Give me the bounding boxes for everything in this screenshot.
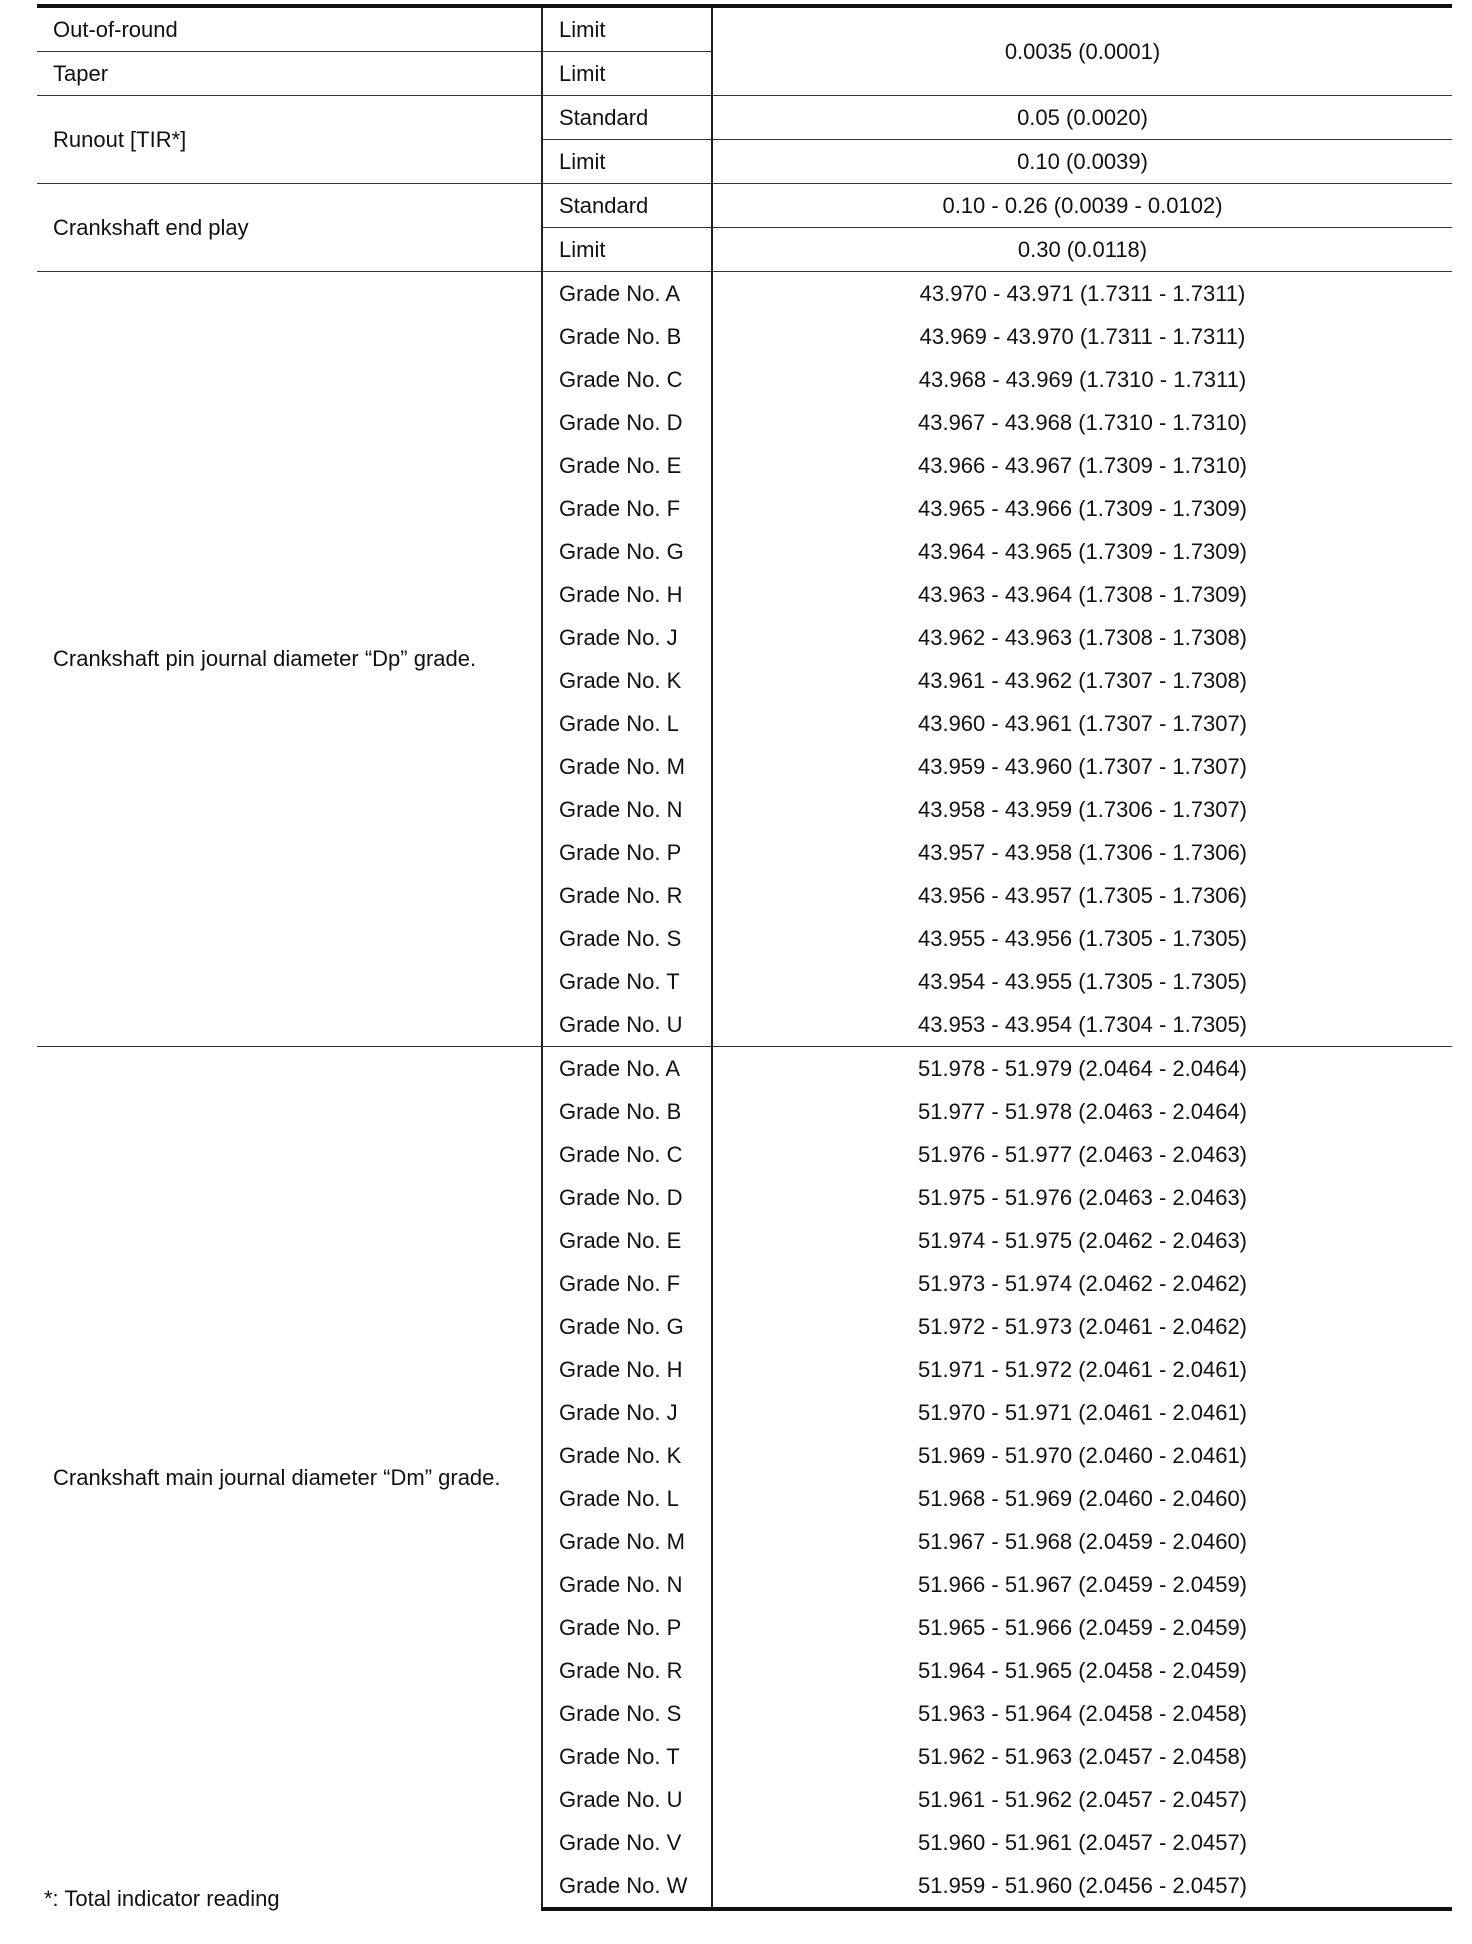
grade-label: Grade No. H [542,1348,712,1391]
value-end-play-limit: 0.30 (0.0118) [712,228,1452,272]
item-runout: Runout [TIR*] [37,96,542,184]
grade-label: Grade No. K [542,1434,712,1477]
grade-label: Grade No. L [542,1477,712,1520]
grade-label: Grade No. H [542,573,712,616]
grade-value: 43.968 - 43.969 (1.7310 - 1.7311) [712,358,1452,401]
grade-label: Grade No. B [542,315,712,358]
grade-value: 43.959 - 43.960 (1.7307 - 1.7307) [712,745,1452,788]
grade-value: 51.965 - 51.966 (2.0459 - 2.0459) [712,1606,1452,1649]
grade-value: 51.977 - 51.978 (2.0463 - 2.0464) [712,1090,1452,1133]
grade-value: 43.967 - 43.968 (1.7310 - 1.7310) [712,401,1452,444]
grade-value: 51.967 - 51.968 (2.0459 - 2.0460) [712,1520,1452,1563]
grade-label: Grade No. S [542,1692,712,1735]
grade-label: Grade No. N [542,788,712,831]
grade-value: 51.961 - 51.962 (2.0457 - 2.0457) [712,1778,1452,1821]
main-journal-item: Crankshaft main journal diameter “Dm” grade. [37,1047,542,1910]
grade-label: Grade No. W [542,1864,712,1909]
grade-value: 43.962 - 43.963 (1.7308 - 1.7308) [712,616,1452,659]
item-taper: Taper [37,52,542,96]
value-runout-standard: 0.05 (0.0020) [712,96,1452,140]
grade-label: Grade No. U [542,1003,712,1047]
grade-label: Grade No. E [542,1219,712,1262]
grade-label: Grade No. D [542,1176,712,1219]
grade-label: Grade No. A [542,1047,712,1091]
grade-value: 51.968 - 51.969 (2.0460 - 2.0460) [712,1477,1452,1520]
grade-label: Grade No. B [542,1090,712,1133]
cond-runout-limit: Limit [542,140,712,184]
grade-value: 51.978 - 51.979 (2.0464 - 2.0464) [712,1047,1452,1091]
grade-value: 51.962 - 51.963 (2.0457 - 2.0458) [712,1735,1452,1778]
footnote: *: Total indicator reading [44,1886,280,1911]
grade-value: 43.966 - 43.967 (1.7309 - 1.7310) [712,444,1452,487]
grade-value: 43.963 - 43.964 (1.7308 - 1.7309) [712,573,1452,616]
grade-value: 43.969 - 43.970 (1.7311 - 1.7311) [712,315,1452,358]
cond-end-play-limit: Limit [542,228,712,272]
grade-value: 51.969 - 51.970 (2.0460 - 2.0461) [712,1434,1452,1477]
value-out-of-round-taper: 0.0035 (0.0001) [712,6,1452,96]
item-out-of-round: Out-of-round [37,6,542,52]
grade-value: 43.955 - 43.956 (1.7305 - 1.7305) [712,917,1452,960]
grade-value: 43.964 - 43.965 (1.7309 - 1.7309) [712,530,1452,573]
grade-label: Grade No. A [542,272,712,316]
grade-label: Grade No. P [542,831,712,874]
grade-label: Grade No. L [542,702,712,745]
grade-value: 43.956 - 43.957 (1.7305 - 1.7306) [712,874,1452,917]
grade-label: Grade No. G [542,1305,712,1348]
grade-value: 43.965 - 43.966 (1.7309 - 1.7309) [712,487,1452,530]
grade-value: 43.960 - 43.961 (1.7307 - 1.7307) [712,702,1452,745]
grade-label: Grade No. M [542,1520,712,1563]
grade-value: 51.963 - 51.964 (2.0458 - 2.0458) [712,1692,1452,1735]
cond-out-of-round-limit: Limit [542,6,712,52]
pin-journal-item: Crankshaft pin journal diameter “Dp” grade. [37,272,542,1047]
grade-label: Grade No. V [542,1821,712,1864]
value-runout-limit: 0.10 (0.0039) [712,140,1452,184]
grade-label: Grade No. T [542,1735,712,1778]
grade-label: Grade No. T [542,960,712,1003]
grade-label: Grade No. F [542,1262,712,1305]
grade-label: Grade No. G [542,530,712,573]
grade-value: 51.964 - 51.965 (2.0458 - 2.0459) [712,1649,1452,1692]
grade-value: 51.959 - 51.960 (2.0456 - 2.0457) [712,1864,1452,1909]
value-end-play-standard: 0.10 - 0.26 (0.0039 - 0.0102) [712,184,1452,228]
grade-value: 51.976 - 51.977 (2.0463 - 2.0463) [712,1133,1452,1176]
grade-value: 43.961 - 43.962 (1.7307 - 1.7308) [712,659,1452,702]
grade-value: 51.960 - 51.961 (2.0457 - 2.0457) [712,1821,1452,1864]
grade-value: 43.970 - 43.971 (1.7311 - 1.7311) [712,272,1452,316]
grade-label: Grade No. C [542,1133,712,1176]
grade-label: Grade No. M [542,745,712,788]
spec-sheet [37,4,1452,1911]
grade-label: Grade No. S [542,917,712,960]
grade-label: Grade No. U [542,1778,712,1821]
grade-label: Grade No. J [542,616,712,659]
grade-value: 51.973 - 51.974 (2.0462 - 2.0462) [712,1262,1452,1305]
grade-label: Grade No. N [542,1563,712,1606]
grade-label: Grade No. C [542,358,712,401]
grade-label: Grade No. P [542,1606,712,1649]
grade-value: 51.966 - 51.967 (2.0459 - 2.0459) [712,1563,1452,1606]
grade-label: Grade No. R [542,874,712,917]
item-end-play: Crankshaft end play [37,184,542,272]
row-runout-standard [37,96,1452,140]
row-end-play-standard [37,184,1452,228]
grade-value: 43.958 - 43.959 (1.7306 - 1.7307) [712,788,1452,831]
grade-value: 51.974 - 51.975 (2.0462 - 2.0463) [712,1219,1452,1262]
grade-value: 51.970 - 51.971 (2.0461 - 2.0461) [712,1391,1452,1434]
crankshaft-spec-table [37,4,1452,1911]
grade-label: Grade No. J [542,1391,712,1434]
grade-label: Grade No. E [542,444,712,487]
cond-taper-limit: Limit [542,52,712,96]
cond-end-play-standard: Standard [542,184,712,228]
grade-value: 51.971 - 51.972 (2.0461 - 2.0461) [712,1348,1452,1391]
grade-value: 51.972 - 51.973 (2.0461 - 2.0462) [712,1305,1452,1348]
grade-label: Grade No. R [542,1649,712,1692]
cond-runout-standard: Standard [542,96,712,140]
grade-value: 43.954 - 43.955 (1.7305 - 1.7305) [712,960,1452,1003]
grade-value: 43.957 - 43.958 (1.7306 - 1.7306) [712,831,1452,874]
grade-row [37,1047,1452,1091]
grade-row [37,272,1452,316]
row-out-of-round [37,6,1452,52]
grade-label: Grade No. K [542,659,712,702]
grade-value: 43.953 - 43.954 (1.7304 - 1.7305) [712,1003,1452,1047]
grade-label: Grade No. D [542,401,712,444]
grade-value: 51.975 - 51.976 (2.0463 - 2.0463) [712,1176,1452,1219]
grade-label: Grade No. F [542,487,712,530]
